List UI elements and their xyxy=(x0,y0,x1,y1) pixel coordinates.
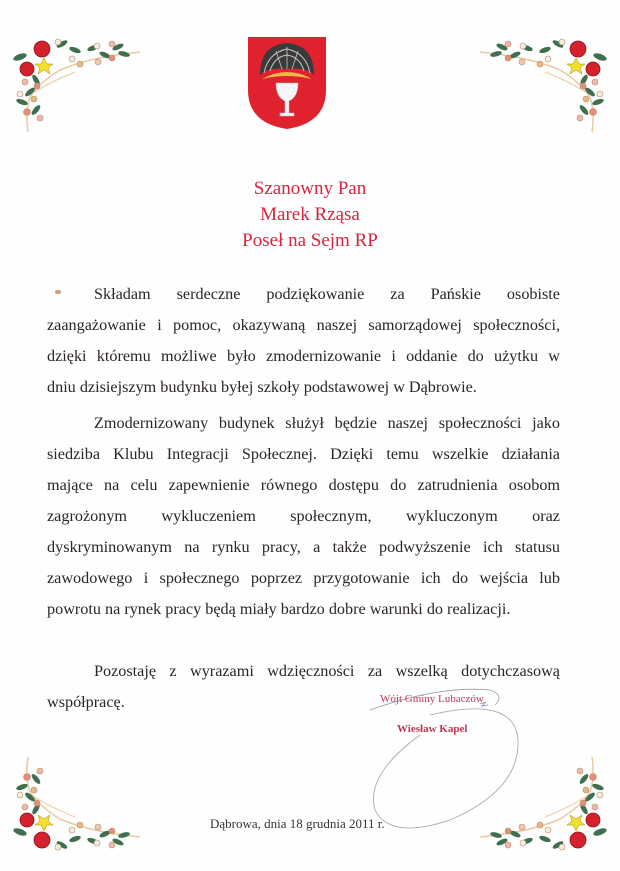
paragraph-line: zawodowego i społecznego poprzez przygotowanie ich do wejścia lub xyxy=(47,569,560,587)
addressee-salutation: Szanowny Pan xyxy=(253,178,367,199)
paragraph-line: Składam serdeczne podziękowanie za Pańskie osobiste xyxy=(94,285,560,303)
paragraph-1 xyxy=(47,279,560,403)
signatory-name: Wiesław Kapel xyxy=(397,723,468,735)
paragraph-line: mające na celu zapewnienie równego dostępu do zatrudnienia osobom xyxy=(47,476,560,494)
floral-corner-icon xyxy=(0,22,150,137)
paragraph-line: dniu dzisiejszym budynku byłej szkoły podstawowej w Dąbrowie. xyxy=(47,378,477,396)
paragraph-line: siedziba Klubu Integracji Społecznej. Dzięki temu wszelkie działania xyxy=(47,445,560,463)
place-and-date: Dąbrowa, dnia 18 grudnia 2011 r. xyxy=(210,816,385,831)
paragraph-2 xyxy=(47,408,560,625)
addressee-name: Marek Rząsa xyxy=(260,204,360,225)
paragraph-line: Pozostaję z wyrazami wdzięczności za wszelką dotychczasową xyxy=(94,662,560,680)
paragraph-line: zaangażowanie i pomoc, okazywaną naszej samorządowej społeczności, xyxy=(47,316,560,334)
paragraph-line: zagrożonym wykluczeniem społecznym, wykluczonym oraz xyxy=(47,507,560,525)
floral-corner-icon xyxy=(470,22,620,137)
paragraph-line: współpracę. xyxy=(47,693,125,711)
paragraph-line: powrotu na rynek pracy będą miały bardzo dobre warunki do realizacji. xyxy=(47,600,511,618)
addressee-title: Poseł na Sejm RP xyxy=(242,230,378,251)
signatory-role: Wójt Gminy Lubaczów xyxy=(380,693,484,705)
paragraph-line: Zmodernizowany budynek służył będzie naszej społeczności jako xyxy=(94,414,560,432)
floral-corner-icon xyxy=(0,752,150,867)
addressee-block xyxy=(0,176,620,254)
paragraph-line: dzięki któremu możliwe było zmodernizowanie i oddanie do użytku w xyxy=(47,347,560,365)
paragraph-line: dyskryminowanym na rynku pracy, a także podwyższenie ich statusu xyxy=(47,538,560,556)
coat-of-arms-icon xyxy=(246,35,328,131)
